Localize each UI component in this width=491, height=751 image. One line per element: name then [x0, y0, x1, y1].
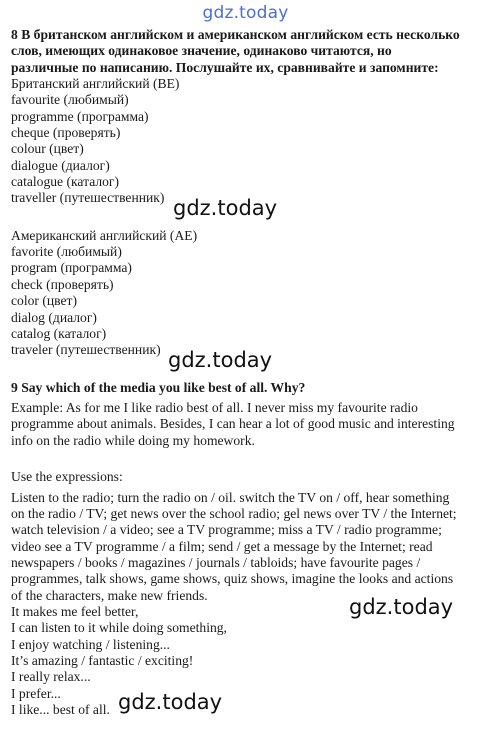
expressions-heading: Use the expressions: [11, 469, 123, 485]
be-word: favourite (любимый) [11, 92, 129, 108]
expression-line: of the characters, make new friends. [11, 587, 208, 603]
phrase: It makes me feel better, [11, 604, 139, 619]
watermark: gdz.today [173, 196, 278, 220]
ae-word: check (проверять) [11, 276, 114, 292]
task9-title: 9 Say which of the media you like best of all. Why? [11, 379, 306, 395]
ae-heading: Американский английский (AE) [11, 227, 198, 243]
watermark: gdz.today [168, 348, 273, 372]
ae-word: color (цвет) [11, 293, 77, 309]
example-line: Example: As for me I like radio best of all. I never miss my favourite radio [11, 399, 418, 415]
be-word: dialogue (диалог) [11, 157, 110, 173]
watermark: gdz.today [118, 690, 223, 714]
phrase: I like... best of all. [11, 702, 110, 718]
phrase: I enjoy watching / listening... [11, 636, 170, 652]
task8-intro-line-1: 8 В британском английском и американском английском есть несколько [11, 27, 460, 42]
example-line: info on the radio while doing my homework. [11, 432, 255, 448]
phrase: I prefer... [11, 685, 61, 701]
ae-word: favorite (любимый) [11, 244, 122, 260]
header-watermark: gdz.today [202, 3, 289, 23]
phrase: I really relax... [11, 669, 91, 685]
ae-word: traveler (путешественник) [11, 342, 161, 358]
ae-word: dialog (диалог) [11, 309, 97, 325]
be-heading: Британский английский (BE) [11, 76, 180, 92]
expression-line: on the radio / TV; get news over the school radio; gel news over TV / the Internet; [11, 505, 457, 521]
be-word: programme (программа) [11, 108, 149, 124]
be-word: traveller (путешественник) [11, 190, 165, 206]
be-word: colour (цвет) [11, 141, 84, 157]
be-word: catalogue (каталог) [11, 174, 120, 190]
expression-line: watch television / a video; see a TV programme; miss a TV / radio programme; [11, 522, 442, 538]
expression-line: newspapers / books / magazines / journals / tabloids; have favourite pages / [11, 554, 421, 570]
task8-intro-line-2: слов, имеющих одинаковое значение, одинаково читаются, но [11, 43, 392, 59]
ae-word: program (программа) [11, 260, 132, 276]
be-word: cheque (проверять) [11, 125, 121, 141]
expression-line: video see a TV programme / a film; send / get a message by the Internet; read [11, 538, 433, 554]
phrase: It’s amazing / fantastic / exciting! [11, 653, 194, 669]
ae-word: catalog (каталог) [11, 325, 107, 341]
expression-line: Listen to the radio; turn the radio on / oil. switch the TV on / off, hear something [11, 489, 450, 505]
watermark: gdz.today [349, 595, 454, 619]
spacer [11, 449, 487, 465]
task8-intro-line-3: различные по написанию. Послушайте их, сравнивайте и запомните: [11, 59, 439, 75]
example-line: programme about animals. Besides, I can hear a lot of good music and interesting [11, 416, 455, 432]
phrase: I can listen to it while doing something, [11, 620, 227, 636]
expression-line: programmes, talk shows, game shows, quiz shows, imagine the looks and actions [11, 571, 454, 587]
